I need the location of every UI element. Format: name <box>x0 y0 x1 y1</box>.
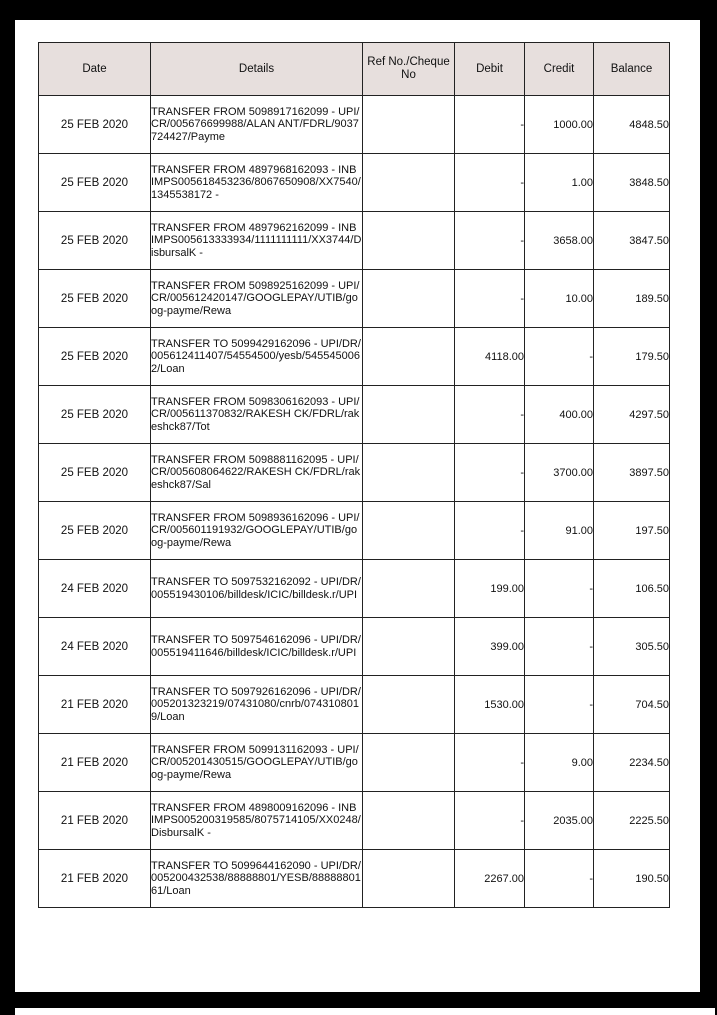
transaction-ref-no <box>363 386 455 444</box>
transaction-date: 25 FEB 2020 <box>39 270 151 328</box>
header-credit: Credit <box>525 43 594 96</box>
transaction-date: 24 FEB 2020 <box>39 560 151 618</box>
transaction-balance: 704.50 <box>594 676 670 734</box>
header-debit: Debit <box>455 43 525 96</box>
transaction-credit: - <box>525 850 594 908</box>
table-row <box>39 618 670 676</box>
transaction-ref-no <box>363 618 455 676</box>
table-header-row <box>39 43 670 96</box>
transaction-ref-no <box>363 96 455 154</box>
transaction-ref-no <box>363 560 455 618</box>
statement-page <box>15 20 700 992</box>
transaction-date: 25 FEB 2020 <box>39 96 151 154</box>
transaction-date: 25 FEB 2020 <box>39 502 151 560</box>
transaction-credit: 1000.00 <box>525 96 594 154</box>
table-row <box>39 154 670 212</box>
transaction-date: 25 FEB 2020 <box>39 328 151 386</box>
transaction-details: TRANSFER FROM 5098936162096 - UPI/CR/005601191932/GOOGLEPAY/UTIB/goog-payme/Rewa <box>151 502 363 560</box>
transaction-credit: - <box>525 560 594 618</box>
transaction-details: TRANSFER FROM 5099131162093 - UPI/CR/005201430515/GOOGLEPAY/UTIB/goog-payme/Rewa <box>151 734 363 792</box>
transaction-balance: 3848.50 <box>594 154 670 212</box>
transaction-credit: 2035.00 <box>525 792 594 850</box>
transaction-balance: 106.50 <box>594 560 670 618</box>
transaction-date: 25 FEB 2020 <box>39 444 151 502</box>
transaction-details: TRANSFER FROM 5098917162099 - UPI/CR/005676699988/ALAN ANT/FDRL/9037724427/Payme <box>151 96 363 154</box>
transaction-balance: 190.50 <box>594 850 670 908</box>
transaction-balance: 2234.50 <box>594 734 670 792</box>
transaction-debit: - <box>455 154 525 212</box>
transaction-details: TRANSFER FROM 5098306162093 - UPI/CR/005611370832/RAKESH CK/FDRL/rakeshck87/Tot <box>151 386 363 444</box>
transaction-ref-no <box>363 676 455 734</box>
transaction-debit: 2267.00 <box>455 850 525 908</box>
transaction-credit: 3700.00 <box>525 444 594 502</box>
transaction-date: 21 FEB 2020 <box>39 792 151 850</box>
transaction-ref-no <box>363 270 455 328</box>
transaction-date: 25 FEB 2020 <box>39 386 151 444</box>
transaction-date: 21 FEB 2020 <box>39 734 151 792</box>
transaction-balance: 3847.50 <box>594 212 670 270</box>
transaction-ref-no <box>363 734 455 792</box>
header-date: Date <box>39 43 151 96</box>
table-row <box>39 792 670 850</box>
transaction-debit: - <box>455 444 525 502</box>
transaction-details: TRANSFER TO 5099644162090 - UPI/DR/005200432538/88888801/YESB/8888880161/Loan <box>151 850 363 908</box>
transaction-details: TRANSFER FROM 5098881162095 - UPI/CR/005608064622/RAKESH CK/FDRL/rakeshck87/Sal <box>151 444 363 502</box>
transaction-balance: 305.50 <box>594 618 670 676</box>
table-row <box>39 734 670 792</box>
transaction-debit: 199.00 <box>455 560 525 618</box>
transaction-details: TRANSFER TO 5097532162092 - UPI/DR/005519430106/billdesk/ICIC/billdesk.r/UPI <box>151 560 363 618</box>
table-body <box>39 96 670 908</box>
transaction-balance: 3897.50 <box>594 444 670 502</box>
transaction-credit: - <box>525 676 594 734</box>
transaction-credit: 3658.00 <box>525 212 594 270</box>
transaction-balance: 4297.50 <box>594 386 670 444</box>
transaction-debit: 399.00 <box>455 618 525 676</box>
table-row <box>39 96 670 154</box>
table-row <box>39 270 670 328</box>
transaction-debit: - <box>455 96 525 154</box>
table-row <box>39 212 670 270</box>
transaction-ref-no <box>363 212 455 270</box>
transaction-balance: 189.50 <box>594 270 670 328</box>
table-row <box>39 676 670 734</box>
transaction-balance: 4848.50 <box>594 96 670 154</box>
transaction-debit: - <box>455 270 525 328</box>
page-bottom-edge <box>15 1008 715 1015</box>
transaction-debit: - <box>455 734 525 792</box>
table-row <box>39 328 670 386</box>
table-row <box>39 444 670 502</box>
header-ref-no: Ref No./Cheque No <box>363 43 455 96</box>
transaction-credit: 9.00 <box>525 734 594 792</box>
transaction-details: TRANSFER TO 5097546162096 - UPI/DR/005519411646/billdesk/ICIC/billdesk.r/UPI <box>151 618 363 676</box>
transaction-details: TRANSFER FROM 5098925162099 - UPI/CR/005612420147/GOOGLEPAY/UTIB/goog-payme/Rewa <box>151 270 363 328</box>
table-row <box>39 386 670 444</box>
transaction-date: 21 FEB 2020 <box>39 676 151 734</box>
transaction-debit: - <box>455 502 525 560</box>
transaction-balance: 197.50 <box>594 502 670 560</box>
transaction-credit: 400.00 <box>525 386 594 444</box>
header-details: Details <box>151 43 363 96</box>
header-balance: Balance <box>594 43 670 96</box>
transaction-ref-no <box>363 444 455 502</box>
transaction-balance: 2225.50 <box>594 792 670 850</box>
transaction-debit: 4118.00 <box>455 328 525 386</box>
transaction-details: TRANSFER FROM 4897968162093 - INB IMPS005618453236/8067650908/XX7540/1345538172 - <box>151 154 363 212</box>
transaction-date: 21 FEB 2020 <box>39 850 151 908</box>
transaction-date: 25 FEB 2020 <box>39 154 151 212</box>
transaction-date: 25 FEB 2020 <box>39 212 151 270</box>
transaction-debit: - <box>455 792 525 850</box>
transaction-ref-no <box>363 850 455 908</box>
transaction-credit: - <box>525 328 594 386</box>
transaction-balance: 179.50 <box>594 328 670 386</box>
transaction-ref-no <box>363 154 455 212</box>
transaction-details: TRANSFER FROM 4898009162096 - INB IMPS005200319585/8075714105/XX0248/DisbursalK - <box>151 792 363 850</box>
transaction-details: TRANSFER TO 5097926162096 - UPI/DR/005201323219/07431080/cnrb/0743108019/Loan <box>151 676 363 734</box>
transaction-credit: 91.00 <box>525 502 594 560</box>
transactions-table <box>38 42 670 908</box>
transaction-debit: - <box>455 212 525 270</box>
transaction-details: TRANSFER FROM 4897962162099 - INB IMPS005613333934/1111111111/XX3744/DisbursalK - <box>151 212 363 270</box>
transaction-ref-no <box>363 328 455 386</box>
transaction-credit: 10.00 <box>525 270 594 328</box>
table-row <box>39 502 670 560</box>
transaction-debit: 1530.00 <box>455 676 525 734</box>
transaction-credit: 1.00 <box>525 154 594 212</box>
transaction-credit: - <box>525 618 594 676</box>
transaction-ref-no <box>363 502 455 560</box>
transaction-date: 24 FEB 2020 <box>39 618 151 676</box>
transaction-ref-no <box>363 792 455 850</box>
transaction-debit: - <box>455 386 525 444</box>
transaction-details: TRANSFER TO 5099429162096 - UPI/DR/005612411407/54554500/yesb/5455450062/Loan <box>151 328 363 386</box>
table-row <box>39 560 670 618</box>
table-row <box>39 850 670 908</box>
